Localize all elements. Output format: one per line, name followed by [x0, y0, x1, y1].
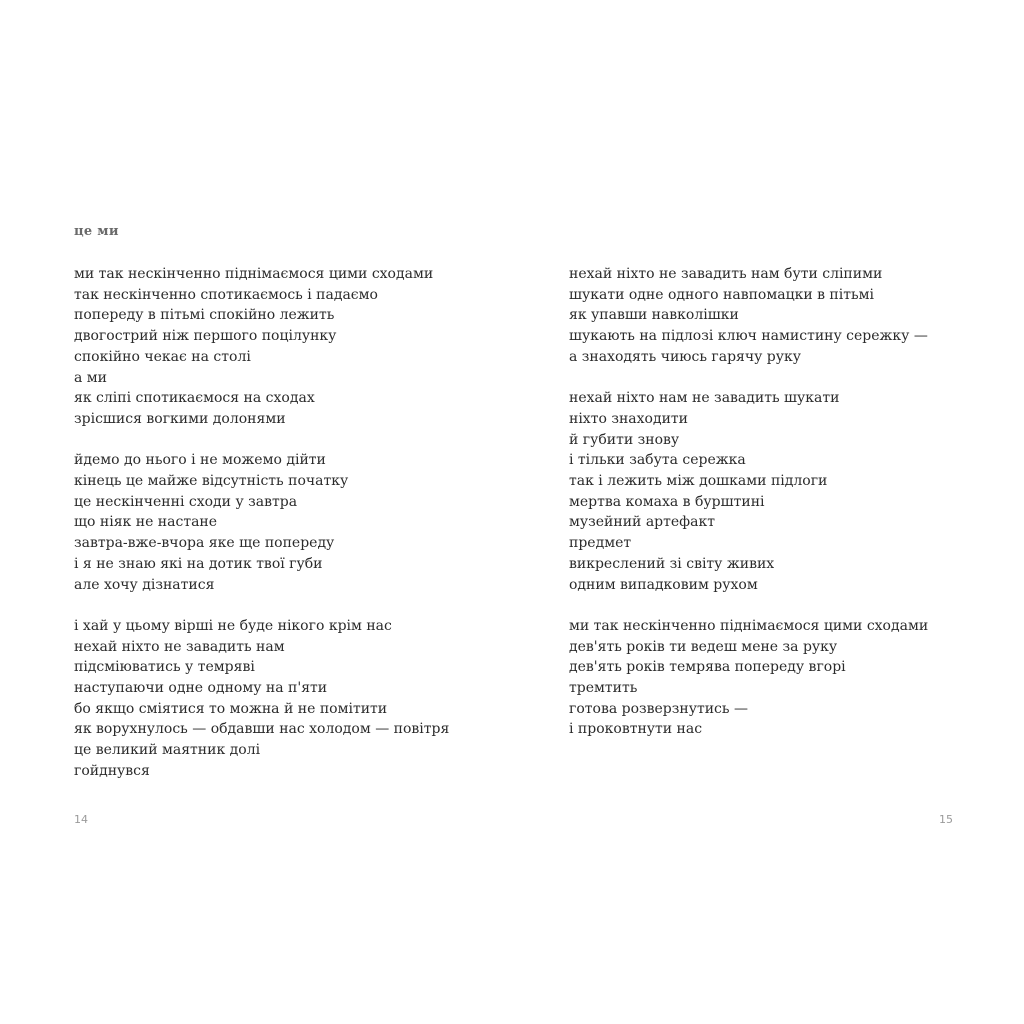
poem-line: і тільки забута сережка: [569, 452, 746, 469]
poem-line: викреслений зі світу живих: [569, 555, 775, 572]
poem-line: спокійно чекає на столі: [74, 348, 251, 365]
stanza: [74, 264, 449, 430]
poem-line: зрісшися вогкими долонями: [74, 410, 286, 427]
poem-line: бо якщо сміятися то можна й не помітити: [74, 700, 388, 717]
stanza: [569, 264, 928, 368]
poem-line: гойднувся: [74, 762, 150, 779]
poem-line: що ніяк не настане: [74, 514, 218, 531]
poem-line: кінець це майже відсутність початку: [74, 473, 349, 490]
poem-line: і хай у цьому вірші не буде нікого крім нас: [74, 617, 392, 634]
poem-line: предмет: [569, 535, 632, 552]
poem-line: мертва комаха в бурштині: [569, 493, 765, 510]
poem-line: нехай ніхто не завадить нам: [74, 638, 285, 655]
poem-line: ми так нескінченно піднімаємося цими сходами: [74, 266, 434, 282]
poem-line: ми так нескінченно піднімаємося цими сходами: [569, 617, 929, 634]
stanza: [569, 388, 928, 595]
poem-line: підсміюватись у темряві: [74, 659, 255, 676]
right-page: [512, 0, 1024, 1024]
poem-line: нехай ніхто нам не завадить шукати: [569, 390, 840, 407]
poem-line: як упавши навколішки: [569, 307, 739, 324]
poem-line: й губити знову: [569, 431, 680, 448]
poem-line: тремтить: [569, 680, 638, 697]
poem-line: і проковтнути нас: [569, 721, 703, 738]
poem-line: але хочу дізнатися: [74, 576, 215, 593]
right-poem-column: [569, 264, 928, 740]
poem-title: це ми: [74, 224, 119, 239]
left-poem-column: [74, 264, 449, 782]
stanza: [74, 450, 449, 595]
poem-line: нехай ніхто не завадить нам бути сліпими: [569, 266, 883, 282]
poem-line: а ми: [74, 369, 108, 386]
poem-line: як ворухнулось — обдавши нас холодом — повітря: [74, 721, 450, 738]
poem-line: так і лежить між дошками підлоги: [569, 473, 828, 490]
poem-line: дев'ять років темрява попереду вгорі: [569, 659, 846, 676]
poem-line: це великий маятник долі: [74, 742, 261, 759]
poem-line: це нескінченні сходи у завтра: [74, 493, 298, 510]
poem-line: а знаходять чиюсь гарячу руку: [569, 348, 801, 365]
poem-line: ніхто знаходити: [569, 410, 688, 427]
stanza: [569, 616, 928, 740]
poem-line: і я не знаю які на дотик твої губи: [74, 555, 323, 572]
poem-line: завтра-вже-вчора яке ще попереду: [74, 535, 335, 552]
poem-line: наступаючи одне одному на п'яти: [74, 680, 328, 697]
poem-line: шукати одне одного навпомацки в пітьмі: [569, 286, 874, 303]
poem-line: музейний артефакт: [569, 514, 715, 531]
poem-line: йдемо до нього і не можемо дійти: [74, 452, 326, 469]
poem-line: дев'ять років ти ведеш мене за руку: [569, 638, 838, 655]
poem-line: двогострий ніж першого поцілунку: [74, 328, 337, 345]
left-page-number: 14: [74, 813, 88, 826]
right-page-number: 15: [939, 813, 953, 826]
poem-line: одним випадковим рухом: [569, 576, 758, 593]
poem-line: так нескінченно спотикаємось і падаємо: [74, 286, 378, 303]
poem-line: готова розверзнутись —: [569, 700, 748, 717]
poem-line: попереду в пітьмі спокійно лежить: [74, 307, 335, 324]
poem-line: шукають на підлозі ключ намистину сережку —: [569, 328, 928, 345]
stanza: [74, 616, 449, 782]
poem-line: як сліпі спотикаємося на сходах: [74, 390, 315, 407]
